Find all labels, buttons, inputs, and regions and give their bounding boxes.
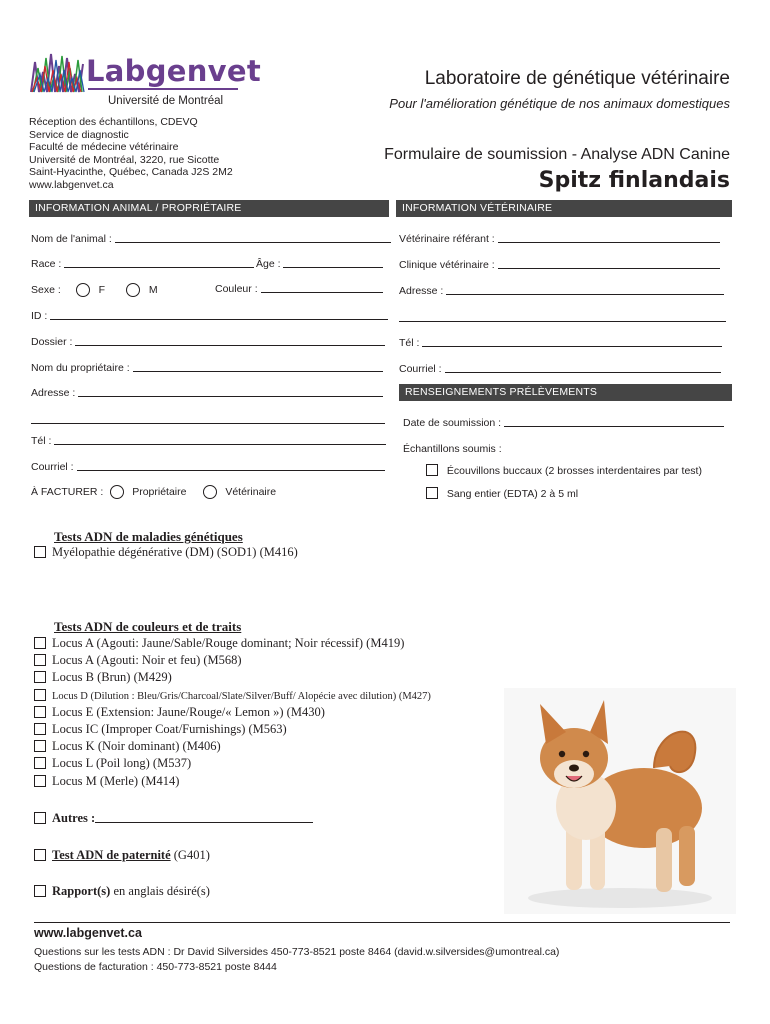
color-tests-list [34, 635, 431, 790]
test-label: Locus L (Poil long) (M537) [52, 756, 192, 771]
color-test-item[interactable] [34, 721, 431, 738]
animal-name-field[interactable] [31, 233, 391, 245]
sex-m-radio[interactable] [126, 283, 140, 297]
owner-phone-field[interactable] [31, 435, 386, 447]
footer-divider [34, 922, 730, 923]
breed-field[interactable] [31, 258, 254, 270]
billing-label: À FACTURER : [31, 486, 104, 498]
sex-f-radio[interactable] [76, 283, 90, 297]
owner-email-field[interactable] [31, 461, 385, 473]
clinic-field[interactable] [399, 259, 720, 271]
whole-blood-checkbox[interactable] [426, 487, 438, 499]
dog-photo [504, 688, 736, 914]
color-test-item[interactable] [34, 652, 431, 669]
report-checkbox[interactable] [34, 885, 46, 897]
disease-tests-title: Tests ADN de maladies génétiques [54, 529, 243, 544]
vet-email-label: Courriel : [399, 363, 442, 375]
buccal-swab-checkbox[interactable] [426, 464, 438, 476]
samples-label: Échantillons soumis : [403, 443, 502, 455]
lab-title: Laboratoire de génétique vétérinaire [424, 68, 730, 89]
footer-billing-contact: Questions de facturation : 450-773-8521 poste 8444 [34, 961, 277, 973]
color-test-item[interactable] [34, 704, 431, 721]
paternity-checkbox[interactable] [34, 849, 46, 861]
vet-email-input[interactable] [445, 372, 721, 373]
test-label: Locus K (Noir dominant) (M406) [52, 739, 221, 754]
breed-title: Spitz finlandais [538, 168, 730, 193]
test-label: Myélopathie dégénérative (DM) (SOD1) (M416) [52, 545, 298, 559]
color-input[interactable] [261, 292, 383, 293]
vet-address-field[interactable] [399, 285, 724, 297]
paternity-test-item[interactable] [34, 847, 210, 864]
color-test-item[interactable] [34, 755, 431, 772]
sex-f-label: F [98, 284, 106, 296]
other-checkbox[interactable] [34, 812, 46, 824]
vet-address-label: Adresse : [399, 285, 444, 297]
file-input[interactable] [75, 345, 385, 346]
vet-phone-field[interactable] [399, 337, 722, 349]
age-input[interactable] [283, 267, 383, 268]
submission-date-input[interactable] [504, 426, 724, 427]
paternity-label: Test ADN de paternité [52, 848, 171, 862]
sample-option[interactable] [426, 487, 578, 500]
owner-name-label: Nom du propriétaire : [31, 362, 130, 374]
billing-owner-radio[interactable] [110, 485, 124, 499]
report-label-bold: Rapport(s) [52, 884, 111, 898]
form-title: Formulaire de soumission - Analyse ADN Canine [384, 146, 730, 163]
owner-phone-input[interactable] [54, 444, 386, 445]
animal-owner-header: INFORMATION ANIMAL / PROPRIÉTAIRE [29, 200, 389, 217]
other-input[interactable] [95, 822, 313, 823]
test-label: Locus B (Brun) (M429) [52, 670, 172, 685]
test-checkbox[interactable] [34, 546, 46, 558]
billing-field [31, 485, 276, 499]
whole-blood-label: Sang entier (EDTA) 2 à 5 ml [446, 488, 579, 500]
address-line: Réception des échantillons, CDEVQ [29, 116, 198, 128]
referring-vet-field[interactable] [399, 233, 720, 245]
test-label: Locus D (Dilution : Bleu/Gris/Charcoal/Slate/Silver/Buff/ Alopécie avec dilution) (M427) [52, 690, 431, 702]
color-test-item[interactable] [34, 773, 431, 790]
color-test-item[interactable] [34, 635, 431, 652]
logo-wordmark: Labgenvet [86, 54, 262, 88]
billing-owner-label: Propriétaire [132, 486, 187, 498]
color-label: Couleur : [215, 283, 258, 295]
submission-date-label: Date de soumission : [403, 417, 502, 429]
vet-phone-input[interactable] [422, 346, 722, 347]
address-line: Université de Montréal, 3220, rue Sicotte [29, 153, 220, 166]
owner-address-input[interactable] [78, 396, 383, 397]
owner-name-field[interactable] [31, 362, 383, 374]
test-checkbox[interactable] [34, 723, 46, 735]
vet-address-line2[interactable] [399, 321, 726, 322]
test-label: Locus A (Agouti: Jaune/Sable/Rouge dominant; Noir récessif) (M419) [52, 636, 405, 650]
other-label: Autres : [52, 811, 96, 825]
logo-divider [88, 88, 238, 90]
vet-phone-label: Tél : [399, 337, 420, 349]
spitz-dog-icon [504, 688, 736, 914]
id-field[interactable] [31, 310, 388, 322]
id-label: ID : [31, 310, 48, 322]
test-checkbox[interactable] [34, 671, 46, 683]
submission-date-field[interactable] [403, 417, 724, 429]
vet-address-input[interactable] [446, 294, 724, 295]
billing-vet-radio[interactable] [203, 485, 217, 499]
color-test-item[interactable] [34, 687, 431, 704]
referring-vet-input[interactable] [498, 242, 720, 243]
animal-name-input[interactable] [115, 242, 391, 243]
clinic-label: Clinique vétérinaire : [399, 259, 495, 271]
paternity-code: (G401) [173, 848, 210, 862]
color-tests-title: Tests ADN de couleurs et de traits [54, 619, 242, 634]
address-line: Saint-Hyacinthe, Québec, Canada J2S 2M2 [29, 166, 233, 179]
sample-option[interactable] [426, 464, 702, 477]
referring-vet-label: Vétérinaire référant : [399, 233, 495, 245]
footer-tests-contact: Questions sur les tests ADN : Dr David Silversides 450-773-8521 poste 8464 (david.w.silversides@umontreal.ca) [34, 946, 560, 958]
owner-email-input[interactable] [77, 470, 385, 471]
address-line: Service de diagnostic [29, 128, 129, 141]
test-checkbox[interactable] [34, 706, 46, 718]
sampling-header: RENSEIGNEMENTS PRÉLÈVEMENTS [399, 384, 732, 401]
test-label: Locus IC (Improper Coat/Furnishings) (M563) [52, 721, 287, 736]
logo-university: Université de Montréal [108, 95, 224, 107]
owner-address-label: Adresse : [31, 387, 76, 399]
color-test-item[interactable] [34, 669, 431, 686]
test-checkbox[interactable] [34, 775, 46, 787]
color-test-item[interactable] [34, 738, 431, 755]
age-label: Âge : [256, 258, 281, 270]
owner-address-field[interactable] [31, 387, 383, 399]
report-label-rest: en anglais désiré(s) [113, 884, 210, 898]
address-line: Faculté de médecine vétérinaire [29, 141, 179, 154]
vet-info-header: INFORMATION VÉTÉRINAIRE [396, 200, 732, 217]
sex-field [31, 283, 158, 297]
owner-name-input[interactable] [133, 371, 383, 372]
test-label: Locus E (Extension: Jaune/Rouge/« Lemon ») (M430) [52, 704, 325, 719]
billing-vet-label: Vétérinaire [225, 486, 277, 498]
lab-subtitle: Pour l'amélioration génétique de nos animaux domestiques [389, 96, 730, 111]
color-field[interactable] [215, 283, 383, 295]
buccal-swab-label: Écouvillons buccaux (2 brosses interdentaires par test) [446, 465, 702, 477]
logo [29, 46, 262, 112]
report-english-item[interactable] [34, 883, 210, 900]
age-field[interactable] [256, 258, 383, 270]
address-website: www.labgenvet.ca [29, 178, 114, 191]
test-label: Locus A (Agouti: Noir et feu) (M568) [52, 653, 242, 668]
sex-m-label: M [148, 284, 158, 296]
test-checkbox[interactable] [34, 757, 46, 769]
sex-label: Sexe : [31, 284, 61, 296]
test-checkbox[interactable] [34, 740, 46, 752]
footer-website[interactable]: www.labgenvet.ca [34, 926, 142, 940]
owner-phone-label: Tél : [31, 435, 52, 447]
test-label: Locus M (Merle) (M414) [52, 773, 180, 788]
disease-test-item[interactable] [34, 544, 298, 561]
reception-address [29, 116, 233, 192]
breed-label: Race : [31, 258, 62, 270]
breed-input[interactable] [64, 267, 254, 268]
file-field[interactable] [31, 336, 385, 348]
test-checkbox[interactable] [34, 689, 46, 701]
id-input[interactable] [50, 319, 388, 320]
test-checkbox[interactable] [34, 637, 46, 649]
other-test-item[interactable] [34, 810, 313, 827]
owner-address-line2[interactable] [31, 423, 385, 424]
dna-sequence-logo-icon [29, 48, 87, 98]
animal-name-label: Nom de l'animal : [31, 233, 112, 245]
vet-email-field[interactable] [399, 363, 721, 375]
clinic-input[interactable] [498, 268, 720, 269]
test-checkbox[interactable] [34, 654, 46, 666]
file-label: Dossier : [31, 336, 73, 348]
owner-email-label: Courriel : [31, 461, 74, 473]
